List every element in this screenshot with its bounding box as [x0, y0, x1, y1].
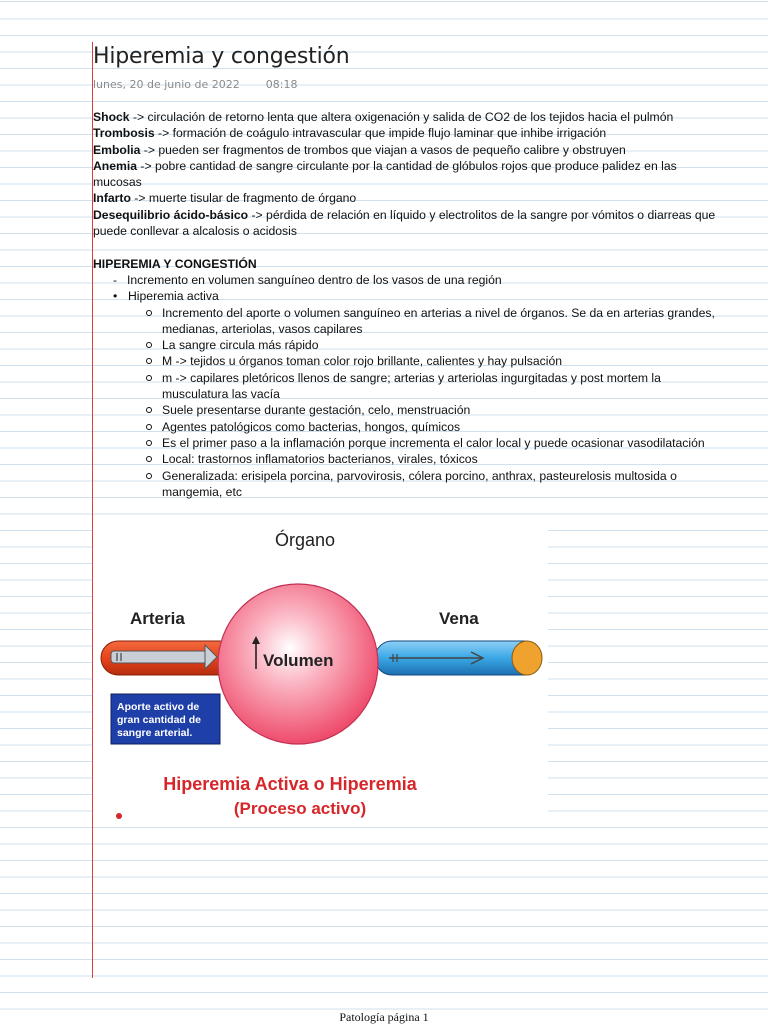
volume-label: Volumen [263, 651, 334, 670]
section-title: HIPEREMIA Y CONGESTIÓN [93, 256, 257, 271]
page-time: 08:18 [265, 78, 298, 91]
definition-text: -> formación de coágulo intravascular que impide flujo laminar que inhibe irrigación [154, 126, 607, 141]
definition-text: -> muerte tisular de fragmento de órgano [130, 191, 357, 206]
hyperemia-diagram [93, 524, 548, 826]
dash-list [93, 272, 728, 288]
artery-flow-arrow [111, 651, 207, 663]
red-dot-marker [116, 813, 122, 819]
definition-term: Trombosis [93, 126, 155, 141]
definition-line [93, 109, 728, 125]
sub-item: Agentes patológicos como bacterias, hongos, químicos [142, 419, 728, 435]
organ-label: Órgano [274, 530, 336, 550]
note-content [93, 109, 728, 500]
sub-item: M -> tejidos u órganos toman color rojo brillante, calientes y hay pulsación [142, 353, 728, 369]
definition-line [93, 142, 728, 158]
dash-item: - Incremento en volumen sanguíneo dentro de los vasos de una región [107, 272, 728, 288]
sub-item: m -> capilares pletóricos llenos de sangre; arterias y arteriolas ingurgitadas y post mortem la musculatura las vacía [142, 370, 728, 403]
sub-list [128, 305, 728, 501]
sub-item: La sangre circula más rápido [142, 337, 728, 353]
sub-item: Local: trastornos inflamatorios bacterianos, virales, tóxicos [142, 451, 728, 467]
definition-term: Shock [93, 110, 130, 124]
definition-text: -> pobre cantidad de sangre circulante por la cantidad de glóbulos rojos que produce palidez en las mucosas [93, 158, 677, 190]
artery-label: Arteria [130, 609, 185, 628]
vein-opening [512, 641, 542, 675]
sub-item: Es el primer paso a la inflamación porque incrementa el calor local y puede ocasionar vasodilatación [142, 435, 728, 451]
definition-term: Embolia [93, 142, 141, 157]
definition-line [93, 125, 728, 141]
definition-text: -> pueden ser fragmentos de trombos que viajan a vasos de pequeño calibre y obstruyen [140, 142, 626, 157]
hyperemia-figure [93, 524, 548, 826]
definition-text: -> circulación de retorno lenta que altera oxigenación y salida de CO2 de los tejidos hacia el pulmón [129, 110, 674, 124]
definition-line [93, 158, 728, 191]
box-line: gran cantidad de [117, 714, 202, 726]
definition-line [93, 190, 728, 206]
box-line: Aporte activo de [117, 701, 200, 713]
page-title: Hiperemia y congestión [93, 44, 350, 69]
definition-line [93, 207, 728, 240]
page-date-time [93, 78, 297, 91]
definition-text: -> pérdida de relación en líquido y electrolitos de la sangre por vómitos o diarreas que puede conllevar a alcalosis o acidosis [93, 207, 716, 239]
figure-caption-subtitle: (Proceso activo) [233, 799, 367, 818]
sub-item: Suele presentarse durante gestación, celo, menstruación [142, 402, 728, 418]
page-footer: Patología página 1 [339, 1010, 429, 1024]
box-line: sangre arterial. [117, 727, 193, 739]
vein-label: Vena [439, 609, 479, 628]
definition-term: Anemia [93, 158, 138, 173]
sub-item: Incremento del aporte o volumen sanguíneo en arterias a nivel de órganos. Se da en arterias grandes, medianas, arteriolas, vasos capilares [142, 305, 728, 338]
bullet-item [113, 288, 728, 500]
bullet-label: Hiperemia activa [128, 289, 219, 304]
definition-term: Infarto [93, 191, 131, 206]
sub-item: Generalizada: erisipela porcina, parvovirosis, cólera porcino, anthrax, pasteurelosis multosida o mangemia, etc [142, 468, 728, 501]
bullet-list [93, 288, 728, 500]
page-date: lunes, 20 de junio de 2022 [93, 78, 240, 91]
figure-caption-title: Hiperemia Activa o Hiperemia [163, 774, 417, 794]
definition-term: Desequilibrio ácido-básico [93, 207, 249, 222]
